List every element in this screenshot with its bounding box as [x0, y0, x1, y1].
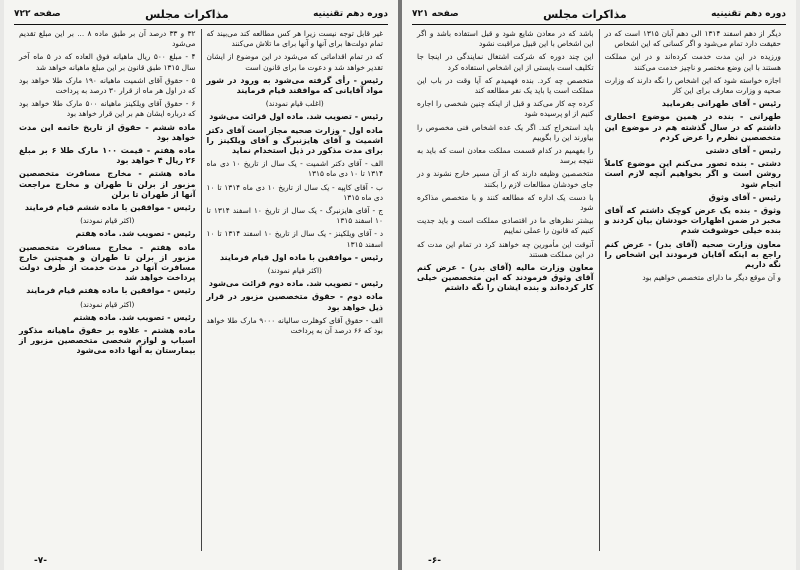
right-column-right — [599, 29, 787, 551]
paragraph: (اکثر قیام نمودند) — [267, 266, 322, 276]
left-journal-title: مذاکرات مجلس — [145, 7, 229, 21]
right-journal-title: مذاکرات مجلس — [543, 7, 627, 21]
paragraph: ۶ - حقوق آقای ویلکینز ماهیانه ۵۰۰ مارک طلا خواهد بود که درباره ایشان هم بر این قرار خواهد بود — [19, 99, 196, 119]
paragraph: ورزیده در این مدت خدمت کرده‌اند و در این مملکت هستند با این وضع مختصر و ناچیز خدمت می‌کنند — [604, 52, 781, 72]
paragraph: (اکثر قیام نمودند) — [80, 216, 135, 226]
paragraph: ج - آقای هایزنبرگ - یک سال از تاریخ ۱۰ اسفند ۱۳۱۴ تا ۱۰ اسفند ۱۳۱۵ — [206, 206, 383, 226]
paragraph: ۴ - مبلغ ۵۰۰ ریال ماهیانه فوق العاده که در ۵ ماه آخر سال ۱۳۱۵ طبق قانون بر این مبلغ ماهیانه خواهد شد — [19, 52, 196, 72]
left-page-header — [14, 6, 388, 22]
left-folio: -۷- — [34, 556, 47, 566]
left-page — [4, 0, 398, 570]
paragraph: متخصصین وظیفه دارند که از آن مسیر خارج نشوند و در جای خودشان مطالعات لازم را بکنند — [417, 169, 594, 189]
right-page-number: صفحه ۷۲۱ — [412, 9, 459, 19]
paragraph: معاون وزارت مالیه (آقای بدر) - عرض کنم آقای وثوق فرمودند که این متخصصین خیلی کار کرده‌اند و بنده ایشان را نگه داشتم — [417, 263, 594, 293]
left-header-rule — [14, 24, 388, 25]
paragraph: باید استخراج کند. اگر یک عده اشخاص فنی مخصوص را بیاورند این را بگوییم — [417, 122, 594, 142]
paragraph: رئیس - تصویب شد. ماده دوم قرائت می‌شود — [208, 279, 383, 289]
paragraph: را بفهمیم در کدام قسمت مملکت معادن است که باید به نتیجه برسد — [417, 146, 594, 166]
left-column-right — [201, 29, 389, 551]
left-term: دوره دهم تقنینیه — [313, 9, 388, 19]
paragraph: غیر قابل توجه نیست زیرا هر کس مطالعه کند می‌بیند که تمام دولت‌ها برای آنها و آنها برای ما تلاش می‌کنند — [206, 29, 383, 49]
paragraph: ماده ششم - حقوق از تاریخ خاتمه این مدت خواهد بود — [19, 122, 196, 142]
paragraph: رئیس - موافقین با ماده ششم قیام فرمایند — [24, 203, 196, 213]
paragraph: رئیس - آقای طهرانی بفرمایید — [661, 99, 781, 109]
paragraph: آنوقت این مأمورین چه خواهند کرد در تمام این مدت که در این مملکت هستند — [417, 239, 594, 259]
paragraph: اجازه خواسته شود که این اشخاص را نگه دارند که وزارت صحیه و وزارت معارف برای این کار — [604, 75, 781, 96]
paragraph: باشد که در معادن شایع شود و قبل استفاده باشد و اگر این اشخاص با این قبیل مراقبت نشود — [417, 29, 594, 49]
paragraph: الف - حقوق آقای کوهلرت سالیانه ۹۰۰۰ مارک طلا خواهد بود که ۶۶ درصد آن به پرداخت — [206, 315, 383, 336]
paragraph: رئیس - تصویب شد. ماده هشتم — [73, 312, 196, 322]
left-column-left — [14, 29, 201, 551]
paragraph: رئیس - رأی گرفته می‌شود به ورود در شور مواد آقایانی که موافقند قیام فرمایند — [206, 75, 383, 96]
paragraph: متخصص چه کرد. بنده فهمیدم که آیا وقت در باب این مملکت است یا باید یک نفر مطالعه کند — [417, 75, 594, 96]
right-page-header — [412, 6, 786, 22]
right-folio: -۶- — [428, 556, 441, 566]
paragraph: ماده اول - وزارت صحیه مجاز است آقای دکتر اشمیت و آقای هایزنبرگ و آقای ویلکینز را برای مدت مذکور در ذیل استخدام نماید — [206, 125, 383, 156]
paragraph: ماده دوم - حقوق متخصصین مزبور در قرار ذیل خواهد بود — [206, 292, 383, 312]
paragraph: ۳۲ و ۳۳ درصد آن بر طبق ماده ۸ ... بر این مبلغ تقدیم می‌شود — [19, 29, 196, 49]
paragraph: رئیس - تصویب شد. ماده اول قرائت می‌شود — [209, 112, 383, 122]
paragraph: رئیس - موافقین با ماده هفتم قیام فرمایند — [26, 286, 196, 296]
paragraph: معاون وزارت صحیه (آقای بدر) - عرض کنم راجع به اینکه آقایان فرمودند این اشخاص را نگه داریم — [604, 239, 781, 270]
paragraph: د - آقای ویلکینز - یک سال از تاریخ ۱۰ اسفند ۱۳۱۴ تا ۱۰ اسفند ۱۳۱۵ — [206, 229, 383, 249]
right-page — [402, 0, 796, 570]
paragraph: دیگر از دهم اسفند ۱۳۱۴ الی دهم آبان ۱۳۱۵ است که در حقیقت دارد تمام می‌شود و اگر کسانی که این اشخاص — [604, 29, 781, 49]
paragraph: ۵ - حقوق آقای اشمیت ماهیانه ۱۹۰ مارک طلا خواهد بود که در اول هر ماه از قرار ۳۰ درصد به پرداخت — [19, 75, 196, 96]
right-column-left — [412, 29, 599, 551]
paragraph: و آن موقع دیگر ما دارای متخصص خواهیم بود — [642, 273, 781, 283]
paragraph: که در تمام اقداماتی که می‌شود در این موضوع از ایشان تقدیر خواهد شد و دعوت ما برای قانون است — [206, 52, 383, 72]
left-page-number: صفحه ۷۲۲ — [14, 9, 61, 19]
paragraph: رئیس - آقای وثوق — [708, 192, 781, 202]
right-header-rule — [412, 24, 786, 25]
paragraph: رئیس - تصویب شد. ماده هفتم — [75, 229, 196, 239]
paragraph: ماده هشتم - علاوه بر حقوق ماهیانه مذکور اسباب و لوازم شخصی متخصصین مزبور از بیمارستان به آنها داده می‌شود — [19, 326, 196, 356]
paragraph: ماده هشتم - مخارج مسافرت متخصصین مزبور از برلن تا طهران و مخارج مراجعت آنها از طهران تا برلن — [19, 169, 196, 199]
paragraph: (اغلب قیام نمودند) — [265, 99, 324, 109]
paragraph: رئیس - آقای دشتی — [705, 146, 781, 156]
paragraph: طهرانی - بنده در همین موضوع اخطاری داشتم که در سال گذشته هم در موضوع این متخصصین نظرم را عرض کردم — [604, 112, 781, 142]
paragraph: ماده هفتم - مخارج مسافرت متخصصین مزبور از برلن تا طهران و همچنین خارج مسافرت آنها در مدت خدمت از طرف دولت پرداخت خواهد شد — [19, 242, 196, 283]
paragraph: این چند دوره که شرکت اشتغال نمایندگی در اینجا جا تکلیف است بایستی از این اشخاص استفاده کرد — [417, 52, 594, 72]
paragraph: (اکثر قیام نمودند) — [80, 299, 135, 309]
paragraph: کرده چه کار می‌کند و قبل از اینکه چنین شخصی را اجاره کنیم از او پرسیده شود — [417, 99, 594, 119]
paragraph: رئیس - موافقین با ماده اول قیام فرمایند — [219, 252, 383, 262]
paragraph: ماده هفتم - قیمت ۱۰۰ مارک طلا ۶ بر مبلغ ۲۶ ریال ۴ خواهد بود — [19, 146, 196, 166]
paragraph: ب - آقای کاپیه - یک سال از تاریخ ۱۰ دی ماه ۱۳۱۴ تا ۱۰ دی ماه ۱۳۱۵ — [206, 182, 383, 202]
paragraph: وثوق - بنده یک عرض کوچک داشتم که آقای مخبر در ضمن اظهارات خودشان بیان کردند و بنده خیلی خوشوقت شدم — [604, 206, 781, 236]
paragraph: بیشتر نظرهای ما در اقتصادی مملکت است و باید جدیت کنیم که قانون را عملی نماییم — [417, 216, 594, 236]
paragraph: الف - آقای دکتر اشمیت - یک سال از تاریخ ۱۰ دی ماه ۱۳۱۴ تا ۱۰ دی ماه ۱۳۱۵ — [206, 159, 384, 179]
paragraph: با دست یک اداره که مطالعه کنند و با متخصص مذاکره شود — [417, 192, 594, 213]
paragraph: دشتی - بنده تصور می‌کنم این موضوع کاملاً روشن است و اگر بخواهیم آنچه لازم است انجام شود — [604, 159, 781, 189]
right-term: دوره دهم تقنینیه — [711, 9, 786, 19]
